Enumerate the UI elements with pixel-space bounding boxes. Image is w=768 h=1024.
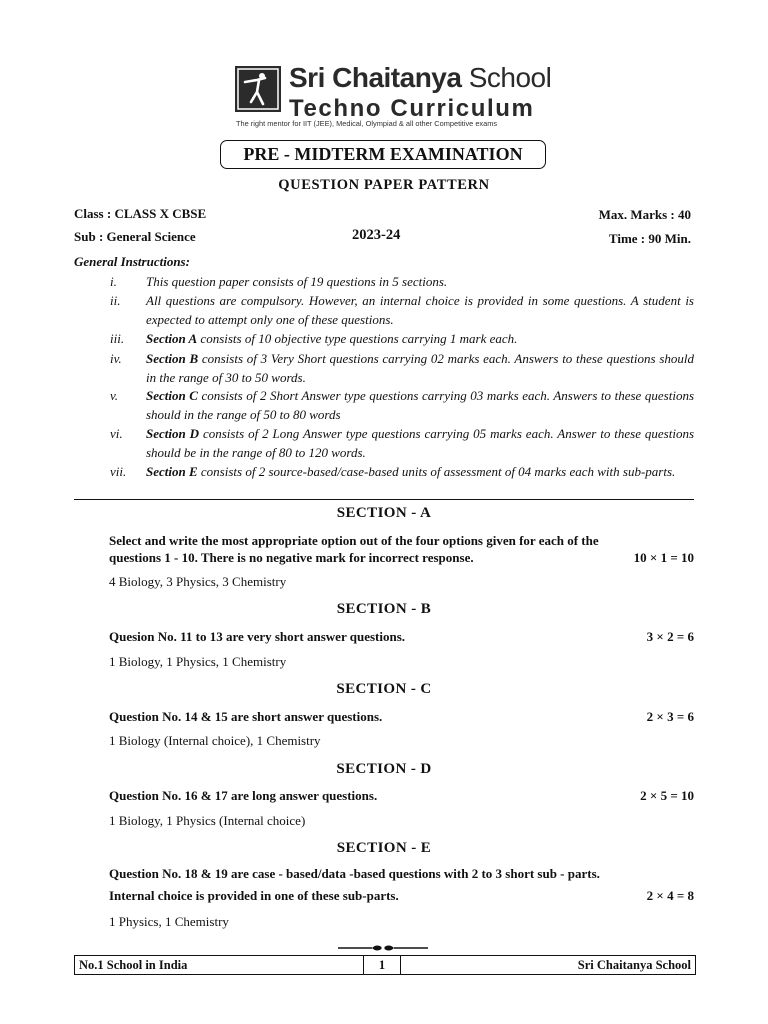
section-a-instruction-line2 (109, 550, 694, 566)
section-d-marks: 2 × 5 = 10 (640, 788, 694, 803)
page-number: 1 (363, 956, 401, 974)
page-footer (74, 955, 696, 975)
section-e-heading: SECTION - E (336, 840, 432, 856)
footer-right-text: Sri Chaitanya School (577, 958, 691, 972)
instruction-section-name: Section B (146, 351, 199, 366)
ornament-divider-icon (336, 941, 430, 953)
section-c-heading: SECTION - C (336, 681, 432, 697)
section-a-instruction-text: questions 1 - 10. There is no negative mark for incorrect response. (109, 550, 474, 565)
section-c-instruction (109, 709, 694, 725)
instruction-detail: consists of 3 Very Short questions carrying 02 marks each. Answers to these questions should in the range of 30 to 50 words. (146, 351, 694, 385)
section-a-marks: 10 × 1 = 10 (633, 550, 694, 565)
instruction-detail: consists of 2 Long Answer type questions carrying 05 marks each. Answer to these questions should be in the range of 80 to 120 words. (146, 426, 694, 460)
section-a-instruction-line1: Select and write the most appropriate option out of the four options given for each of the (109, 533, 599, 548)
divider (74, 499, 694, 500)
section-d-heading: SECTION - D (336, 761, 432, 777)
section-c-marks: 2 × 3 = 6 (646, 709, 694, 724)
instruction-section-name: Section D (146, 426, 200, 441)
section-b-instruction-text: Quesion No. 11 to 13 are very short answer questions. (109, 629, 405, 644)
instruction-text (146, 350, 694, 387)
section-a-heading: SECTION - A (336, 505, 432, 521)
pattern-title: QUESTION PAPER PATTERN (278, 177, 490, 193)
instruction-detail: consists of 2 source-based/case-based units of assessment of 04 marks each with sub-parts. (197, 464, 676, 479)
instruction-number: ii. (110, 293, 121, 308)
brand-subtitle: Techno Curriculum (289, 95, 535, 122)
brand-tagline: The right mentor for IIT (JEE), Medical, Olympiad & all other Competitive exams (236, 119, 498, 128)
instruction-text: This question paper consists of 19 questions in 5 sections. (146, 274, 448, 289)
section-d-distribution: 1 Biology, 1 Physics (Internal choice) (109, 813, 306, 828)
section-b-heading: SECTION - B (336, 601, 432, 617)
academic-year: 2023-24 (352, 227, 401, 243)
instruction-number: iii. (110, 331, 125, 346)
instruction-text (146, 387, 694, 424)
exam-title: PRE - MIDTERM EXAMINATION (220, 140, 546, 169)
section-b-marks: 3 × 2 = 6 (646, 629, 694, 644)
instruction-text (146, 425, 694, 462)
brand-name (289, 62, 551, 94)
footer-left-text: No.1 School in India (79, 958, 188, 972)
section-b-distribution: 1 Biology, 1 Physics, 1 Chemistry (109, 654, 287, 669)
section-e-instruction-line1: Question No. 18 & 19 are case - based/data -based questions with 2 to 3 short sub - parts. (109, 866, 600, 881)
instruction-number: iv. (110, 351, 122, 366)
instruction-detail: consists of 10 objective type questions carrying 1 mark each. (197, 331, 518, 346)
instruction-number: i. (110, 274, 117, 289)
subject-label: Sub : General Science (74, 229, 196, 244)
instructions-title: General Instructions: (74, 254, 190, 269)
section-b-instruction (109, 629, 694, 645)
section-e-instruction-line2 (109, 888, 694, 904)
section-d-instruction-text: Question No. 16 & 17 are long answer questions. (109, 788, 378, 803)
instruction-number: vi. (110, 426, 123, 441)
instruction-text (146, 330, 694, 349)
instruction-number: vii. (110, 464, 127, 479)
class-label: Class : CLASS X CBSE (74, 206, 207, 221)
section-e-distribution: 1 Physics, 1 Chemistry (109, 914, 229, 929)
section-d-instruction (109, 788, 694, 804)
section-e-marks: 2 × 4 = 8 (646, 888, 694, 903)
brand-name-light: School (468, 62, 552, 93)
brand-name-bold: Sri Chaitanya (289, 62, 462, 93)
section-c-distribution: 1 Biology (Internal choice), 1 Chemistry (109, 733, 321, 748)
instruction-detail: consists of 2 Short Answer type questions carrying 03 marks each. Answers to these questions should in the range of 50 to 80 words (146, 388, 694, 422)
school-logo-icon (235, 66, 281, 112)
max-marks: Max. Marks : 40 (598, 207, 691, 222)
instruction-section-name: Section C (146, 388, 198, 403)
instruction-number: v. (110, 388, 119, 403)
section-a-distribution: 4 Biology, 3 Physics, 3 Chemistry (109, 574, 287, 589)
instruction-section-name: Section A (146, 331, 198, 346)
section-e-instruction-text: Internal choice is provided in one of these sub-parts. (109, 888, 399, 903)
exam-time: Time : 90 Min. (608, 231, 691, 246)
section-c-instruction-text: Question No. 14 & 15 are short answer questions. (109, 709, 383, 724)
instruction-text (146, 463, 694, 482)
instruction-text: All questions are compulsory. However, an internal choice is provided in some questions. A student is expected to attempt only one of these questions. (146, 293, 694, 327)
instruction-section-name: Section E (146, 464, 198, 479)
